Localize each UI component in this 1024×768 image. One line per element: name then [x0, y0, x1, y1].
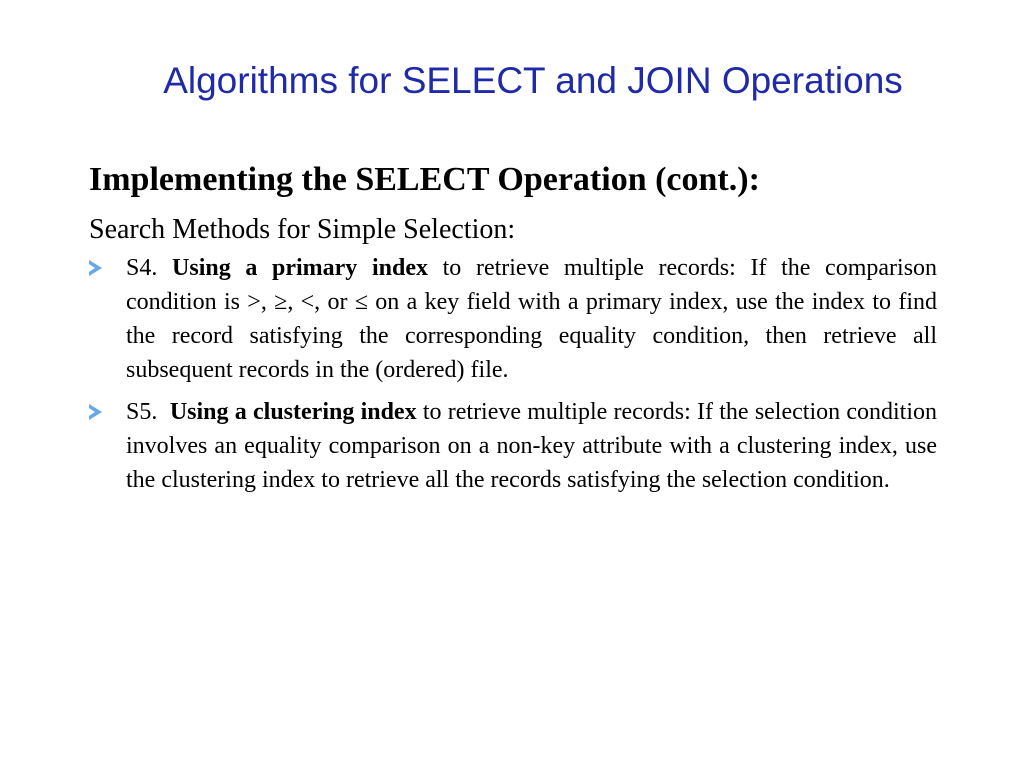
slide-title: Algorithms for SELECT and JOIN Operations: [163, 60, 903, 101]
arrow-bullet-icon: [89, 260, 102, 276]
bullet-prefix: S4.: [126, 255, 158, 281]
bullet-item-s4: [89, 251, 937, 387]
bullet-bold-phrase: Using a primary index: [172, 255, 428, 281]
bullet-item-s5: [89, 395, 937, 497]
bullet-text: to retrieve multiple records: If the comparison condition is >, ≥, <, or ≤ on a key field with a primary index, use the index to find the record satisfying the corresponding equality condition, then retrieve all subsequent records in the (ordered) file.: [126, 255, 938, 383]
bullet-prefix: S5.: [126, 399, 158, 425]
bullet-text: to retrieve multiple records: If the selection condition involves an equality comparison on a non-key attribute with a clustering index, use the clustering index to retrieve all the records satisfying the selection condition.: [126, 399, 938, 493]
section-heading: Implementing the SELECT Operation (cont.):: [89, 161, 760, 198]
slide-body: [89, 157, 937, 505]
section-subheading: Search Methods for Simple Selection:: [89, 214, 516, 245]
bullet-bold-phrase: Using a clustering index: [169, 399, 417, 425]
bullet-list: [89, 251, 937, 497]
arrow-bullet-icon: [89, 404, 102, 420]
